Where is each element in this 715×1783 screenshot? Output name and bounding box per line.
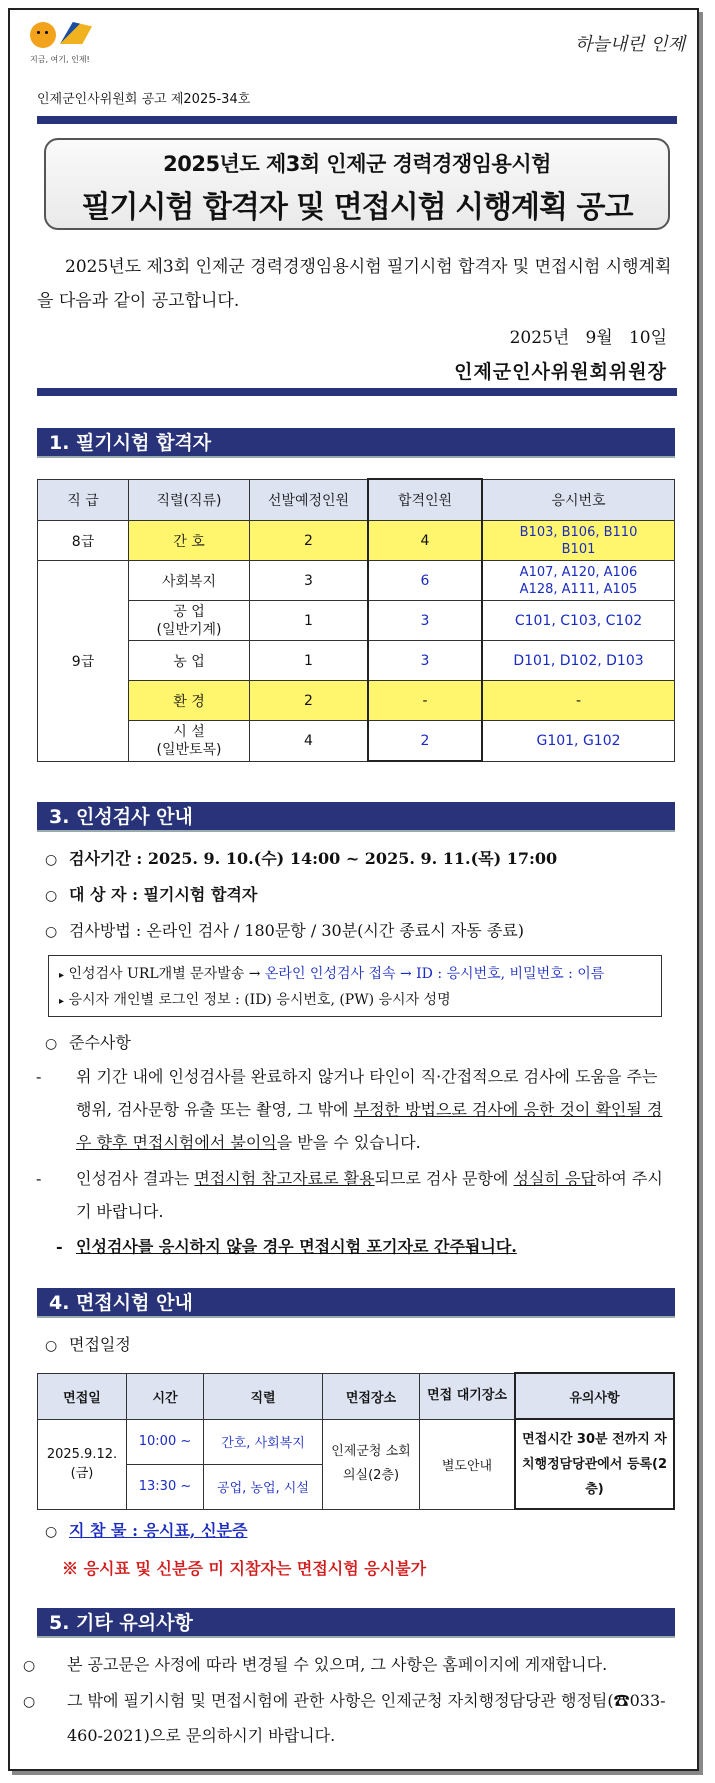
table-row: 시 설 (일반토목) 4 2 G101, G102 bbox=[38, 721, 675, 762]
notice-number: 인제군인사위원회 공고 제2025-34호 bbox=[37, 92, 251, 107]
section5-title: 5. 기타 유의사항 bbox=[37, 1608, 675, 1638]
col-planned: 선발예정인원 bbox=[250, 479, 369, 521]
rules-title: ○ 준수사항 bbox=[45, 1033, 131, 1052]
table-row: 9급 사회복지 3 6 A107, A120, A106 A128, A111, A105 bbox=[38, 561, 675, 601]
notice-date: 2025년 9월 10일 bbox=[509, 328, 667, 348]
etc-item-2: ○ 그 밖에 필기시험 및 면접시험에 관한 사항은 인제군청 자치행정담당관 행정팀(☎033-460-2021)으로 문의하시기 바랍니다. bbox=[23, 1691, 666, 1745]
bottom-divider bbox=[37, 388, 677, 396]
slogan-logo: 하늘내린 인제 bbox=[574, 34, 685, 55]
schedule-label: ○ 면접일정 bbox=[45, 1335, 131, 1354]
table-row: 환 경 2 - - bbox=[38, 681, 675, 721]
warning-text: ※ 응시표 및 신분증 미 지참자는 면접시험 응시불가 bbox=[62, 1559, 427, 1578]
col-grade: 직 급 bbox=[38, 479, 129, 521]
title-line2: 필기시험 합격자 및 면접시험 시행계획 공고 bbox=[81, 190, 633, 225]
table-row: 8급 간 호 2 4 B103, B106, B110 B101 bbox=[38, 521, 675, 561]
section1-title: 1. 필기시험 합격자 bbox=[37, 428, 675, 458]
interview-table: 면접일 시간 직렬 면접장소 면접 대기장소 유의사항 2025.9.12.(금) 10:00 ~ 간호, 사회복지 인제군청 소회의실(2층) 별도안내 면접시간 30분 전까지 자치행정담당관에서 등록(2층) 13:30 ~ 공업, 농업, 시설 bbox=[37, 1372, 675, 1510]
col-passed: 합격인원 bbox=[368, 479, 482, 521]
col-series: 직렬(직류) bbox=[129, 479, 250, 521]
rule-2: - 인성검사 결과는 면접시험 참고자료로 활용되므로 검사 문항에 성실히 응답하여 주시기 바랍니다. bbox=[36, 1169, 663, 1221]
items-to-bring: ○ 지 참 물 : 응시표, 신분증 bbox=[45, 1521, 248, 1540]
intro-text: 2025년도 제3회 인제군 경력경쟁임용시험 필기시험 합격자 및 면접시험 시행계획을 다음과 같이 공고합니다. bbox=[37, 257, 672, 311]
signer: 인제군인사위원회위원장 bbox=[454, 361, 667, 383]
section4-title: 4. 면접시험 안내 bbox=[37, 1288, 675, 1318]
target-item: ○ 대 상 자 : 필기시험 합격자 bbox=[45, 885, 258, 904]
login-info-box: ▸ 인성검사 URL개별 문자발송 → 온라인 인성검사 접속 → ID : 응시번호, 비밀번호 : 이름 ▸ 응시자 개인별 로그인 정보 : (ID) 응시번호, (PW) 응시자 성명 bbox=[48, 955, 662, 1017]
passers-table bbox=[37, 478, 675, 762]
etc-item-1: ○ 본 공고문은 사정에 따라 변경될 수 있으며, 그 사항은 홈페이지에 게재합니다. bbox=[23, 1655, 608, 1674]
rule-1: - 위 기간 내에 인성검사를 완료하지 않거나 타인이 직·간접적으로 검사에 도움을 주는 행위, 검사문항 유출 또는 촬영, 그 밖에 부정한 방법으로 검사에 응한 것이 확인될 경우 향후 면접시험에서 불이익을 받을 수 있습니다. bbox=[36, 1067, 663, 1152]
smiley-icon bbox=[30, 22, 56, 48]
title-box bbox=[44, 138, 670, 230]
section3-title: 3. 인성검사 안내 bbox=[37, 802, 675, 832]
title-line1: 2025년도 제3회 인제군 경력경쟁임용시험 bbox=[163, 152, 551, 176]
col-numbers: 응시번호 bbox=[482, 479, 675, 521]
county-logo bbox=[30, 22, 100, 65]
logo-tagline: 지금, 여기, 인제! bbox=[30, 55, 90, 64]
period-item: ○ 검사기간 : 2025. 9. 10.(수) 14:00 ~ 2025. 9. 11.(목) 17:00 bbox=[45, 849, 558, 868]
top-divider bbox=[37, 116, 677, 124]
table-row: 13:30 ~ 공업, 농업, 시설 bbox=[38, 1464, 675, 1509]
runner-icon bbox=[60, 22, 92, 44]
rule-3: - 인성검사를 응시하지 않을 경우 면접시험 포기자로 간주됩니다. bbox=[56, 1237, 517, 1256]
table-row: 2025.9.12.(금) 10:00 ~ 간호, 사회복지 인제군청 소회의실(2층) 별도안내 면접시간 30분 전까지 자치행정담당관에서 등록(2층) bbox=[38, 1419, 675, 1464]
table-row: 농 업 1 3 D101, D102, D103 bbox=[38, 641, 675, 681]
method-item: ○ 검사방법 : 온라인 검사 / 180문항 / 30분(시간 종료시 자동 종료) bbox=[45, 921, 524, 940]
table-row: 공 업 (일반기계) 1 3 C101, C103, C102 bbox=[38, 601, 675, 641]
